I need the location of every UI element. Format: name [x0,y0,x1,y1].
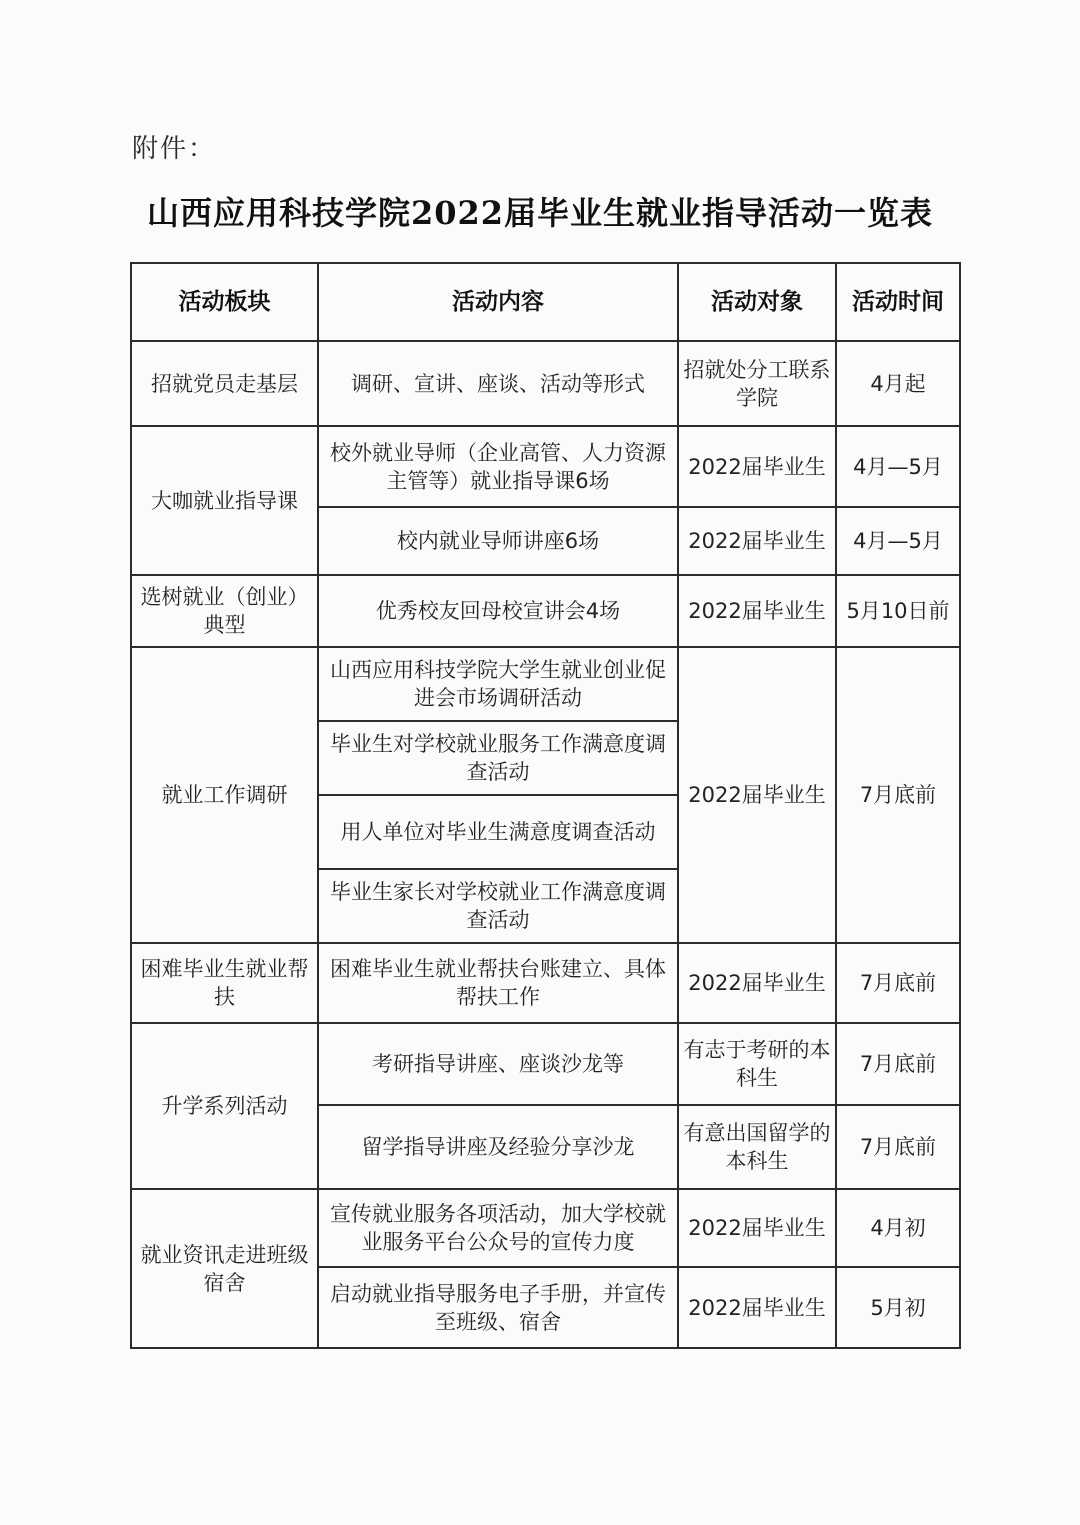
cell-time: 4月起 [836,341,960,426]
cell-block: 就业工作调研 [131,647,318,943]
cell-target: 2022届毕业生 [678,1189,836,1267]
table-row [131,575,960,647]
table-header-row [131,263,960,341]
cell-time: 5月初 [836,1267,960,1348]
table-row [131,426,960,507]
cell-target: 2022届毕业生 [678,943,836,1023]
table-row [131,341,960,426]
cell-time: 7月底前 [836,647,960,943]
cell-time: 7月底前 [836,1023,960,1105]
cell-content: 毕业生家长对学校就业工作满意度调查活动 [318,869,678,943]
cell-time: 7月底前 [836,1105,960,1189]
cell-time: 7月底前 [836,943,960,1023]
cell-content: 毕业生对学校就业服务工作满意度调查活动 [318,721,678,795]
cell-content: 用人单位对毕业生满意度调查活动 [318,795,678,869]
cell-target: 2022届毕业生 [678,1267,836,1348]
cell-block: 招就党员走基层 [131,341,318,426]
cell-block: 大咖就业指导课 [131,426,318,575]
cell-target: 有志于考研的本科生 [678,1023,836,1105]
cell-time: 5月10日前 [836,575,960,647]
table-row [131,1023,960,1105]
table-row [131,943,960,1023]
cell-target: 2022届毕业生 [678,426,836,507]
cell-content: 山西应用科技学院大学生就业创业促进会市场调研活动 [318,647,678,721]
page-title: 山西应用科技学院2022届毕业生就业指导活动一览表 [146,194,934,232]
header-time: 活动时间 [836,263,960,341]
header-content: 活动内容 [318,263,678,341]
cell-target: 2022届毕业生 [678,575,836,647]
table-row [131,1189,960,1267]
activities-table [130,262,961,1349]
cell-content: 优秀校友回母校宣讲会4场 [318,575,678,647]
cell-target: 2022届毕业生 [678,647,836,943]
header-block: 活动板块 [131,263,318,341]
cell-content: 启动就业指导服务电子手册，并宣传至班级、宿舍 [318,1267,678,1348]
cell-target: 有意出国留学的本科生 [678,1105,836,1189]
cell-content: 校外就业导师（企业高管、人力资源主管等）就业指导课6场 [318,426,678,507]
cell-block: 选树就业（创业）典型 [131,575,318,647]
cell-content: 考研指导讲座、座谈沙龙等 [318,1023,678,1105]
cell-content: 调研、宣讲、座谈、活动等形式 [318,341,678,426]
cell-content: 留学指导讲座及经验分享沙龙 [318,1105,678,1189]
header-target: 活动对象 [678,263,836,341]
cell-target: 招就处分工联系学院 [678,341,836,426]
cell-block: 困难毕业生就业帮扶 [131,943,318,1023]
cell-content: 宣传就业服务各项活动，加大学校就业服务平台公众号的宣传力度 [318,1189,678,1267]
cell-content: 困难毕业生就业帮扶台账建立、具体帮扶工作 [318,943,678,1023]
attachment-label: 附件： [132,134,217,164]
table-row [131,647,960,721]
cell-content: 校内就业导师讲座6场 [318,507,678,575]
cell-target: 2022届毕业生 [678,507,836,575]
cell-time: 4月—5月 [836,507,960,575]
cell-block: 就业资讯走进班级宿舍 [131,1189,318,1348]
cell-block: 升学系列活动 [131,1023,318,1189]
cell-time: 4月—5月 [836,426,960,507]
cell-time: 4月初 [836,1189,960,1267]
